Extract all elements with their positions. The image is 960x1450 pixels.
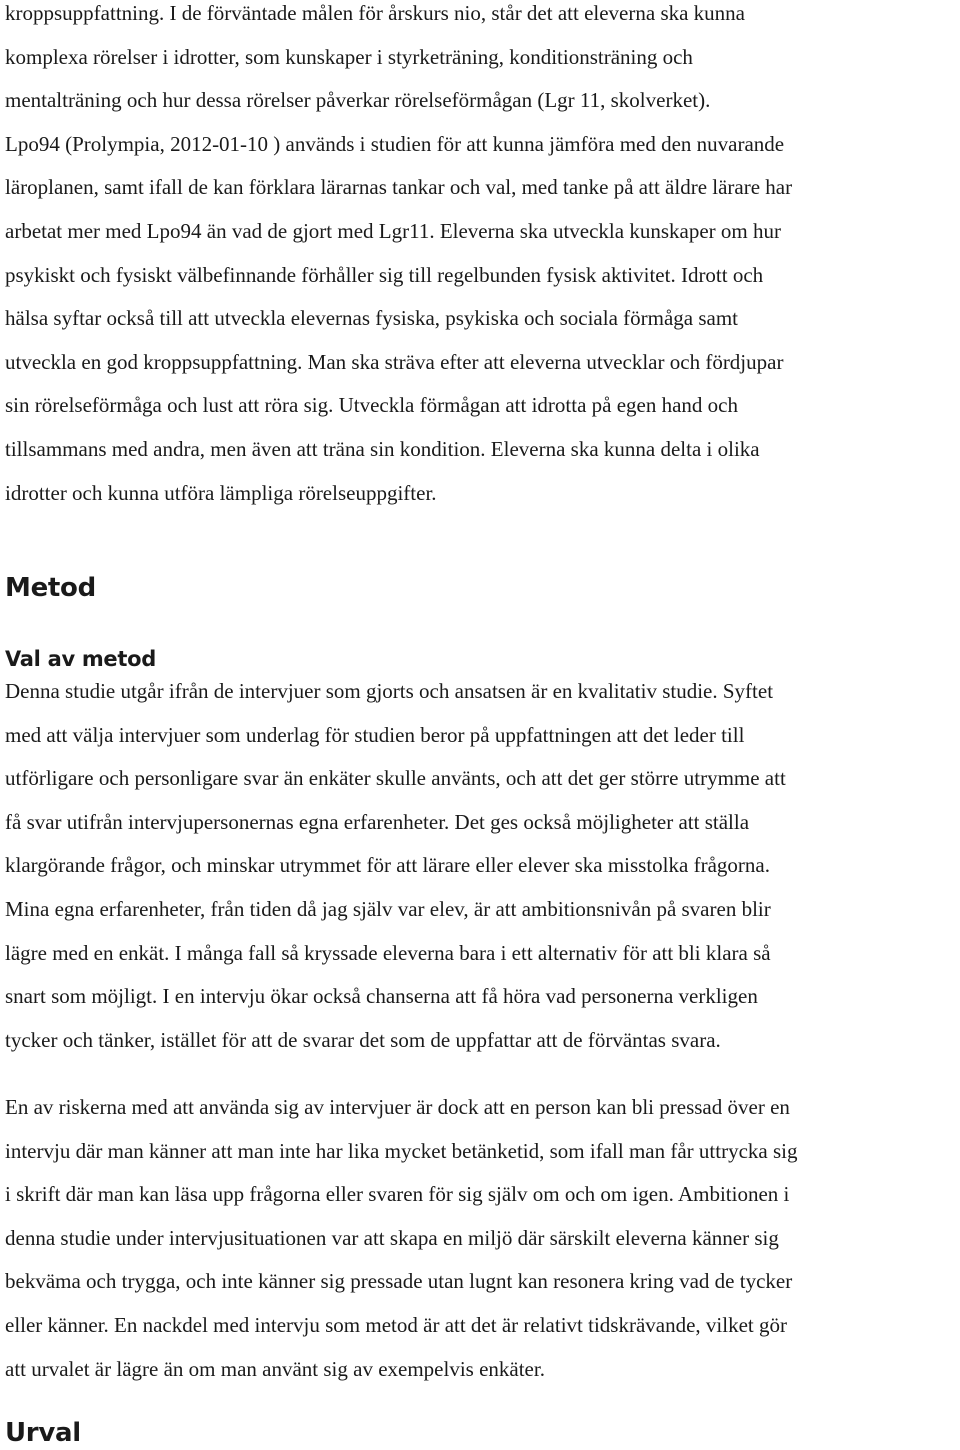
text-line: Mina egna erfarenheter, från tiden då jag själv var elev, är att ambitionsnivån på svaren blir	[5, 896, 771, 921]
text-line: eller känner. En nackdel med intervju som metod är att det är relativt tidskrävande, vilket gör	[5, 1312, 787, 1337]
text-line: sin rörelseförmåga och lust att röra sig. Utveckla förmågan att idrotta på egen hand och	[5, 393, 738, 418]
text-line: få svar utifrån intervjupersonernas egna erfarenheter. Det ges också möjligheter att ställa	[5, 809, 750, 834]
text-line: hälsa syftar också till att utveckla elevernas fysiska, psykiska och sociala förmåga samt	[5, 306, 739, 331]
text-line: lägre med en enkät. I många fall så kryssade eleverna bara i ett alternativ för att bli klara så	[5, 940, 771, 965]
text-line: tillsammans med andra, men även att träna sin kondition. Eleverna ska kunna delta i olika	[5, 436, 760, 461]
section-heading-urval: Urval	[5, 1418, 81, 1448]
text-line: klargörande frågor, och minskar utrymmet för att lärare eller elever ska misstolka frågorna.	[5, 853, 770, 878]
text-line: kroppsuppfattning. I de förväntade målen för årskurs nio, står det att eleverna ska kunna	[5, 1, 746, 25]
text-line: komplexa rörelser i idrotter, som kunskaper i styrketräning, konditionsträning och	[5, 44, 693, 69]
text-line: intervju där man känner att man inte har lika mycket betänketid, som ifall man får uttrycka sig	[5, 1138, 798, 1163]
section-heading-metod: Metod	[5, 573, 96, 603]
text-line: läroplanen, samt ifall de kan förklara lärarnas tankar och val, med tanke på att äldre lärare har	[5, 175, 793, 200]
text-line: psykiskt och fysiskt välbefinnande förhåller sig till regelbunden fysisk aktivitet. Idrott och	[5, 262, 764, 287]
text-line: arbetat mer med Lpo94 än vad de gjort med Lgr11. Eleverna ska utveckla kunskaper om hur	[5, 218, 781, 243]
text-line: att urvalet är lägre än om man använt sig av exempelvis enkäter.	[5, 1356, 545, 1381]
subsection-heading-val-av-metod: Val av metod	[5, 647, 156, 671]
text-line: denna studie under intervjusituationen var att skapa en miljö där särskilt eleverna känner sig	[5, 1225, 779, 1250]
text-line: tycker och tänker, istället för att de svarar det som de uppfattar att de förväntas svara.	[5, 1027, 721, 1052]
text-line: mentalträning och hur dessa rörelser påverkar rörelseförmågan (Lgr 11, skolverket).	[5, 88, 711, 113]
paragraph-intro	[5, 0, 792, 515]
text-line: Lpo94 (Prolympia, 2012-01-10 ) används i studien för att kunna jämföra med den nuvarande	[5, 131, 785, 156]
text-line: snart som möjligt. I en intervju ökar också chanserna att få höra vad personerna verkligen	[5, 984, 758, 1009]
text-line: utveckla en god kroppsuppfattning. Man ska sträva efter att eleverna utvecklar och fördjupar	[5, 349, 784, 374]
text-line: utförligare och personligare svar än enkäter skulle använts, och att det ger större utrymme att	[5, 766, 786, 791]
text-line: En av riskerna med att använda sig av intervjuer är dock att en person kan bli pressad över en	[5, 1095, 790, 1119]
text-line: Denna studie utgår ifrån de intervjuer som gjorts och ansatsen är en kvalitativ studie. Syftet	[5, 679, 774, 703]
text-line: i skrift där man kan läsa upp frågorna eller svaren för sig själv om och om igen. Ambitionen i	[5, 1182, 790, 1207]
paragraph-val-av-metod	[5, 670, 786, 1062]
text-line: med att välja intervjuer som underlag för studien beror på uppfattningen att det leder till	[5, 722, 745, 747]
text-line: idrotter och kunna utföra lämpliga rörelseuppgifter.	[5, 480, 437, 505]
text-line: bekväma och trygga, och inte känner sig pressade utan lugnt kan resonera kring vad de tycker	[5, 1269, 793, 1294]
paragraph-risker	[5, 1086, 797, 1391]
